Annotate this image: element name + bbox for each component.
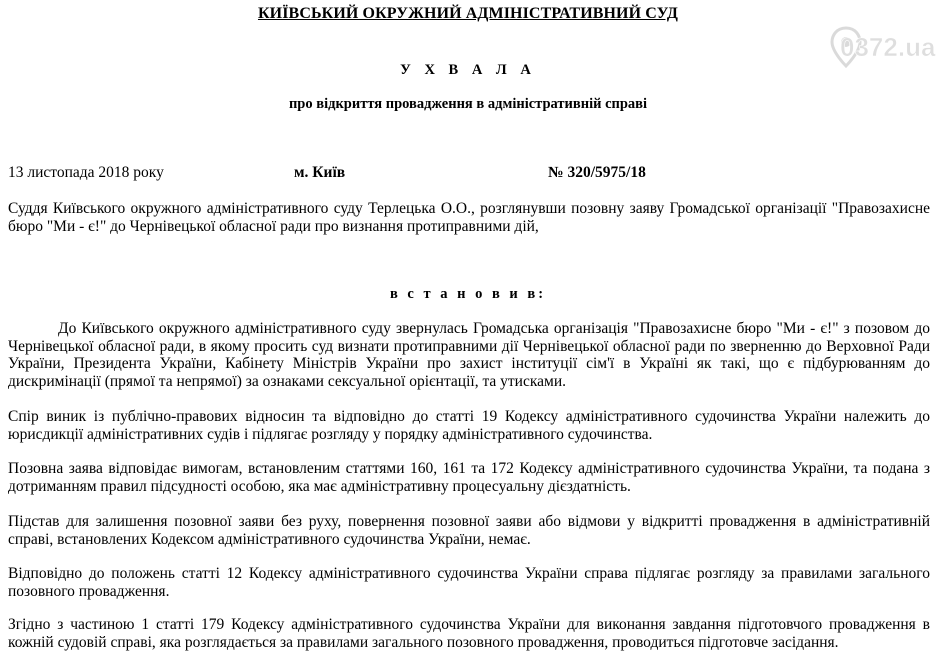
paragraph-no-grounds: Підстав для залишення позовної заяви без руху, повернення позовної заяви або відмови у відкритті провадження в адміністративній справі, встановлених Кодексом адміністративного судочинства України, немає. bbox=[8, 513, 930, 548]
paragraph-preparatory: Згідно з частиною 1 статті 179 Кодексу адміністративного судочинства України для виконання завдання підготовчого провадження в кожній судовій справі, яка розглядається за правилами загального позовного провадження, проводиться підготовче засідання. bbox=[8, 616, 930, 651]
paragraph-procedure: Відповідно до положень статті 12 Кодексу адміністративного судочинства України справа підлягає розгляду за правилами загального позовного провадження. bbox=[8, 565, 930, 600]
paragraph-requirements: Позовна заява відповідає вимогам, встановленим статтями 160, 161 та 172 Кодексу адміністративного судочинства України, та подана з дотриманням правил підсудності особою, яка має адміністративну процесуальну дієздатність. bbox=[8, 460, 930, 495]
intro-paragraph: Суддя Київського окружного адміністративного суду Терлецька О.О., розглянувши позовну заяву Громадської організації "Правозахисне бюро "Ми - є!" до Чернівецької обласної ради про визнання протиправними дій, bbox=[8, 200, 930, 235]
document-date: 13 листопада 2018 року bbox=[8, 164, 164, 181]
case-number: № 320/5975/18 bbox=[548, 164, 646, 181]
document-subject: про відкриття провадження в адміністративній справі bbox=[288, 96, 648, 112]
court-name: КИЇВСЬКИЙ ОКРУЖНИЙ АДМІНІСТРАТИВНИЙ СУД bbox=[257, 5, 679, 22]
document-type: У Х В А Л А bbox=[400, 62, 536, 78]
watermark-text: 0372.ua bbox=[840, 32, 936, 62]
site-watermark-logo bbox=[830, 22, 936, 92]
section-title: в с т а н о в и в: bbox=[389, 286, 547, 302]
document-city: м. Київ bbox=[294, 164, 346, 181]
paragraph-claim: До Київського окружного адміністративного суду звернулась Громадська організація "Правозахисне бюро "Ми - є!" з позовом до Чернівецької обласної ради, в якому просить суд визнати протиправними дії Чернівецької обласної ради по зверненню до Верховної Ради України, Президента України, Кабінету Міністрів України про захист інституції сім'ї в Україні як такі, що є підбурюванням до дискримінації (прямої та непрямої) за ознаками сексуальної орієнтації, та утисками. bbox=[8, 320, 930, 390]
paragraph-jurisdiction: Спір виник із публічно-правових відносин та відповідно до статті 19 Кодексу адміністративного судочинства України належить до юрисдикції адміністративних судів і підлягає розгляду у порядку адміністративного судочинства. bbox=[8, 408, 930, 443]
